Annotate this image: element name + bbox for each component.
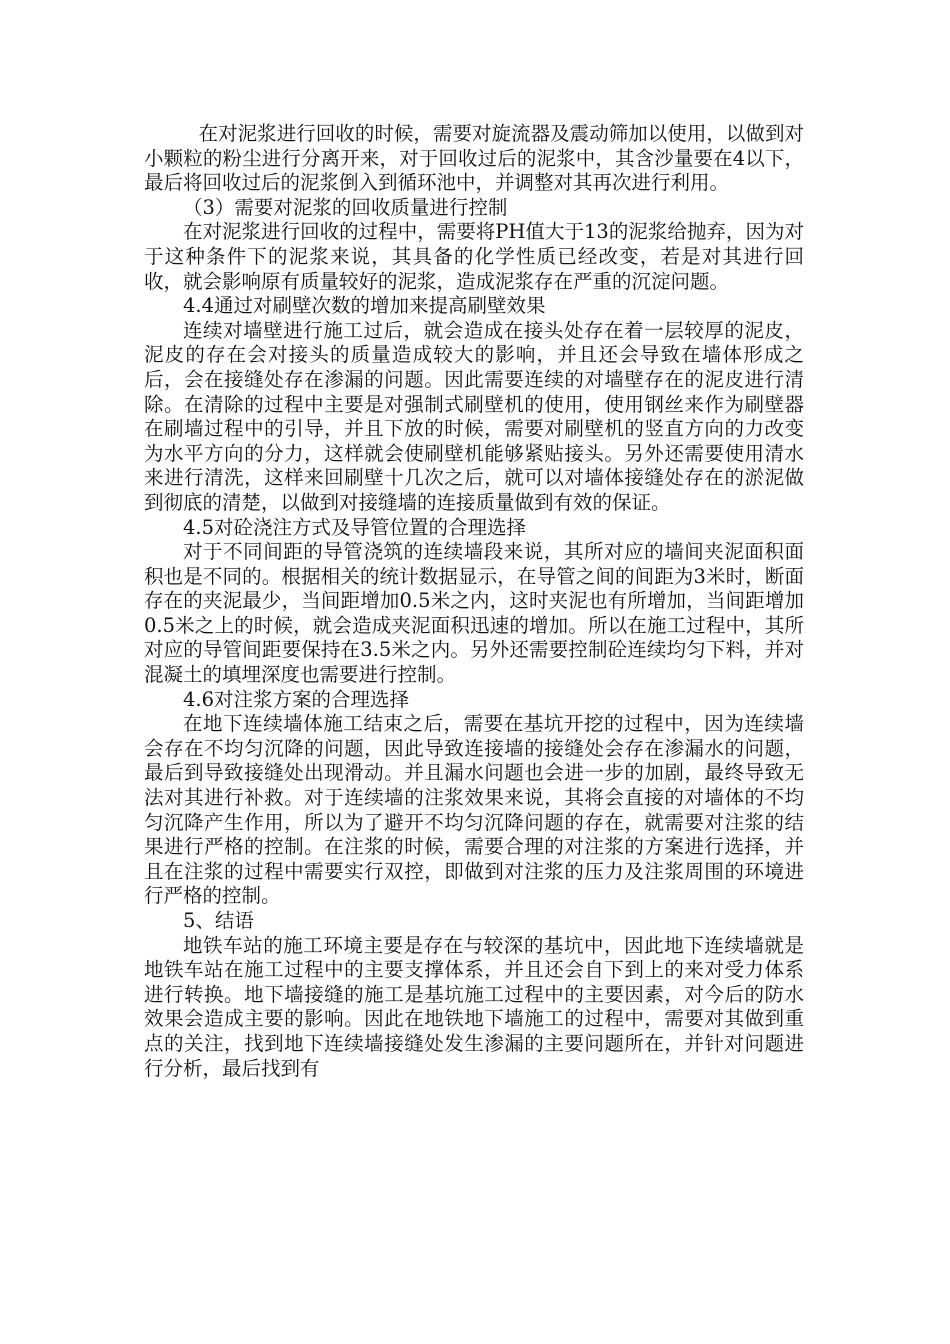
document-body xyxy=(144,122,804,1081)
heading-section-4-4: 4.4通过对刷壁次数的增加来提高刷壁效果 xyxy=(183,294,546,318)
paragraph-grouting: 在地下连续墙体施工结束之后，需要在基坑开挖的过程中，因为连续墙会存在不均匀沉降的问题，因此导致连接墙的接缝处会存在渗漏水的问题，最后到导致接缝处出现滑动。并且漏水问题也会进一步的加剧，最终导致无法对其进行补救。对于连续墙的注浆效果来说，其将会直接的对墙体的不均匀沉降产生作用，所以为了避开不均匀沉降问题的存在，就需要对注浆的结果进行严格的控制。在注浆的时候，需要合理的对注浆的方案进行选择，并且在注浆的过程中需要实行双控，即做到对注浆的压力及注浆周围的环境进行严格的控制。 xyxy=(144,712,804,908)
paragraph-pipe-spacing: 对于不同间距的导管浇筑的连续墙段来说，其所对应的墙间夹泥面积面积也是不同的。根据相关的统计数据显示，在导管之间的间距为3米时，断面存在的夹泥最少，当间距增加0.5米之内，这时夹泥也有所增加，当间距增加0.5米之上的时候，就会造成夹泥面积迅速的增加。所以在施工过程中，其所对应的导管间距要保持在3.5米之内。另外还需要控制砼连续均匀下料，并对混凝土的填埋深度也需要进行控制。 xyxy=(144,540,804,687)
paragraph-wall-brushing: 连续对墙壁进行施工过后，就会造成在接头处存在着一层较厚的泥皮，泥皮的存在会对接头的质量造成较大的影响，并且还会导致在墙体形成之后，会在接缝处存在渗漏的问题。因此需要连续的对墙壁存在的泥皮进行清除。在清除的过程中主要是对强制式刷壁机的使用，使用钢丝来作为刷壁器在刷墙过程中的引导，并且下放的时候，需要对刷壁机的竖直方向的力改变为水平方向的分力，这样就会使刷壁机能够紧贴接头。另外还需要使用清水来进行清洗，这样来回刷壁十几次之后，就可以对墙体接缝处存在的淤泥做到彻底的清楚，以做到对接缝墙的连接质量做到有效的保证。 xyxy=(144,318,804,514)
heading-mud-quality-control: （3）需要对泥浆的回收质量进行控制 xyxy=(183,195,508,219)
heading-section-5-conclusion: 5、结语 xyxy=(183,909,254,932)
heading-section-4-6: 4.6对注浆方案的合理选择 xyxy=(183,687,410,711)
paragraph-ph-control: 在对泥浆进行回收的过程中，需要将PH值大于13的泥浆给抛弃，因为对于这种条件下的泥浆来说，其具备的化学性质已经改变，若是对其进行回收，就会影响原有质量较好的泥浆，造成泥浆存在严重的沉淀问题。 xyxy=(144,220,804,293)
paragraph-mud-recovery: 在对泥浆进行回收的时候，需要对旋流器及震动筛加以使用，以做到对小颗粒的粉尘进行分离开来，对于回收过后的泥浆中，其含沙量要在4以下，最后将回收过后的泥浆倒入到循环池中，并调整对其再次进行利用。 xyxy=(144,122,804,195)
paragraph-conclusion: 地铁车站的施工环境主要是存在与较深的基坑中，因此地下连续墙就是地铁车站在施工过程中的主要支撑体系，并且还会自下到上的来对受力体系进行转换。地下墙接缝的施工是基坑施工过程中的主要因素，对今后的防水效果会造成主要的影响。因此在地铁地下墙施工的过程中，需要对其做到重点的关注，找到地下连续墙接缝处发生渗漏的主要问题所在，并针对问题进行分析，最后找到有 xyxy=(144,933,804,1080)
heading-section-4-5: 4.5对砼浇注方式及导管位置的合理选择 xyxy=(183,515,527,539)
